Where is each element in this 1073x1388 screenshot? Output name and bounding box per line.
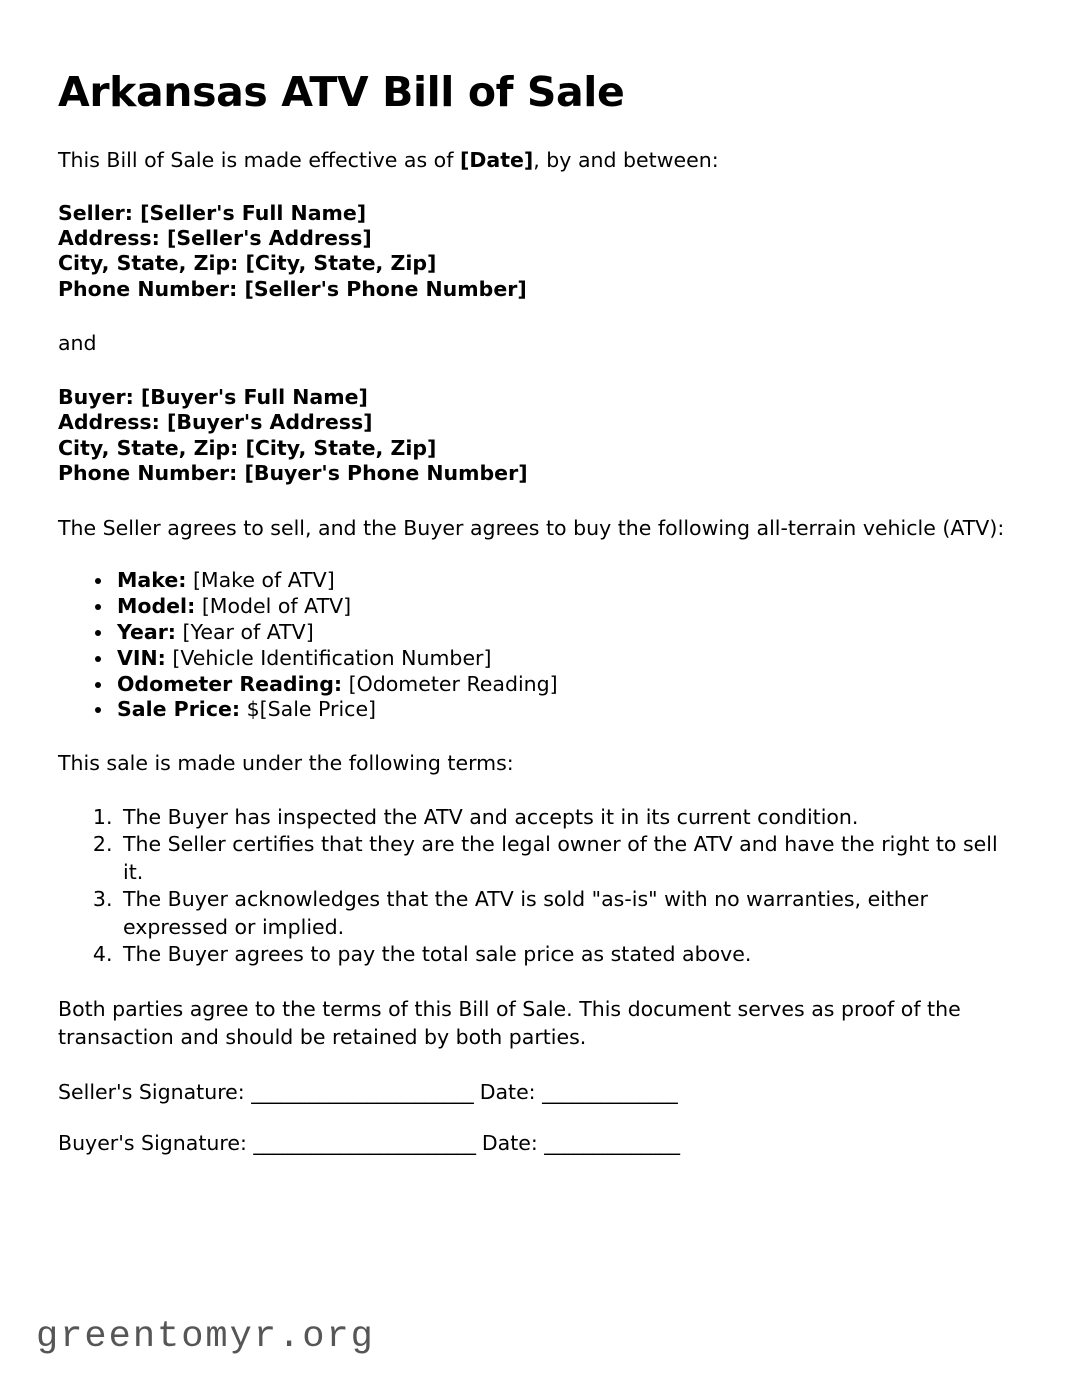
- atv-make-value: [Make of ATV]: [186, 568, 335, 593]
- atv-make-label: Make:: [117, 568, 187, 593]
- effective-date-paragraph: [58, 146, 1005, 175]
- list-item: [114, 620, 1005, 646]
- intro-text-before: This Bill of Sale is made effective as of: [58, 147, 460, 172]
- seller-block: [58, 201, 1005, 303]
- buyer-date-line[interactable]: ______________: [544, 1130, 680, 1155]
- intro-text-after: , by and between:: [533, 147, 719, 172]
- atv-year-value: [Year of ATV]: [176, 619, 314, 644]
- seller-date-label: Date:: [473, 1080, 543, 1105]
- atv-model-value: [Model of ATV]: [195, 594, 352, 619]
- buyer-block: [58, 385, 1005, 487]
- list-item: [114, 646, 1005, 672]
- list-item: 2. The Seller certifies that they are the legal owner of the ATV and have the right to sell it.: [119, 831, 1005, 886]
- list-item: [114, 594, 1005, 620]
- atv-vin-label: VIN:: [117, 645, 166, 670]
- buyer-signature-label: Buyer's Signature:: [58, 1130, 254, 1155]
- atv-details-list: [58, 568, 1005, 723]
- terms-intro-paragraph: This sale is made under the following terms:: [58, 751, 514, 776]
- seller-name-line: Seller: [Seller's Full Name]: [58, 200, 367, 225]
- atv-odometer-label: Odometer Reading:: [117, 671, 343, 696]
- buyer-phone-line: Phone Number: [Buyer's Phone Number]: [58, 461, 528, 486]
- seller-date-line[interactable]: ______________: [542, 1080, 678, 1105]
- site-watermark: greentomyr.org: [36, 1316, 375, 1358]
- buyer-date-label: Date:: [475, 1130, 545, 1155]
- seller-phone-line: Phone Number: [Seller's Phone Number]: [58, 276, 527, 301]
- closing-paragraph: Both parties agree to the terms of this Bill of Sale. This document serves as proof of the transaction and should be retained by both parties.: [58, 996, 961, 1050]
- seller-signature-row: [58, 1078, 1005, 1107]
- atv-vin-value: [Vehicle Identification Number]: [165, 645, 492, 670]
- seller-city-state-zip-line: City, State, Zip: [City, State, Zip]: [58, 251, 437, 276]
- seller-signature-label: Seller's Signature:: [58, 1080, 252, 1105]
- conjunction-and: and: [58, 331, 97, 356]
- buyer-city-state-zip-line: City, State, Zip: [City, State, Zip]: [58, 435, 437, 460]
- list-item: [114, 697, 1005, 723]
- vehicle-intro-paragraph: The Seller agrees to sell, and the Buyer agrees to buy the following all-terrain vehicle (ATV):: [58, 515, 1005, 540]
- page-title: Arkansas ATV Bill of Sale: [58, 68, 625, 116]
- seller-address-line: Address: [Seller's Address]: [58, 226, 372, 250]
- atv-model-label: Model:: [117, 594, 196, 619]
- atv-sale-price-label: Sale Price:: [117, 697, 241, 722]
- list-item: [114, 568, 1005, 594]
- list-item: 4. The Buyer agrees to pay the total sale price as stated above.: [119, 941, 1005, 968]
- date-placeholder: [Date]: [459, 147, 534, 172]
- atv-sale-price-value: $[Sale Price]: [240, 697, 377, 722]
- buyer-name-line: Buyer: [Buyer's Full Name]: [58, 384, 368, 409]
- list-item: 3. The Buyer acknowledges that the ATV is sold "as-is" with no warranties, either expressed or implied.: [119, 886, 1005, 941]
- list-item: 1. The Buyer has inspected the ATV and accepts it in its current condition.: [119, 804, 1005, 831]
- buyer-signature-row: [58, 1129, 1005, 1158]
- atv-year-label: Year:: [117, 619, 177, 644]
- list-item: [114, 672, 1005, 698]
- atv-odometer-value: [Odometer Reading]: [342, 671, 558, 696]
- terms-list: [58, 804, 1005, 969]
- buyer-address-line: Address: [Buyer's Address]: [58, 410, 373, 435]
- seller-signature-line[interactable]: _______________________: [251, 1080, 474, 1105]
- buyer-signature-line[interactable]: _______________________: [253, 1130, 476, 1155]
